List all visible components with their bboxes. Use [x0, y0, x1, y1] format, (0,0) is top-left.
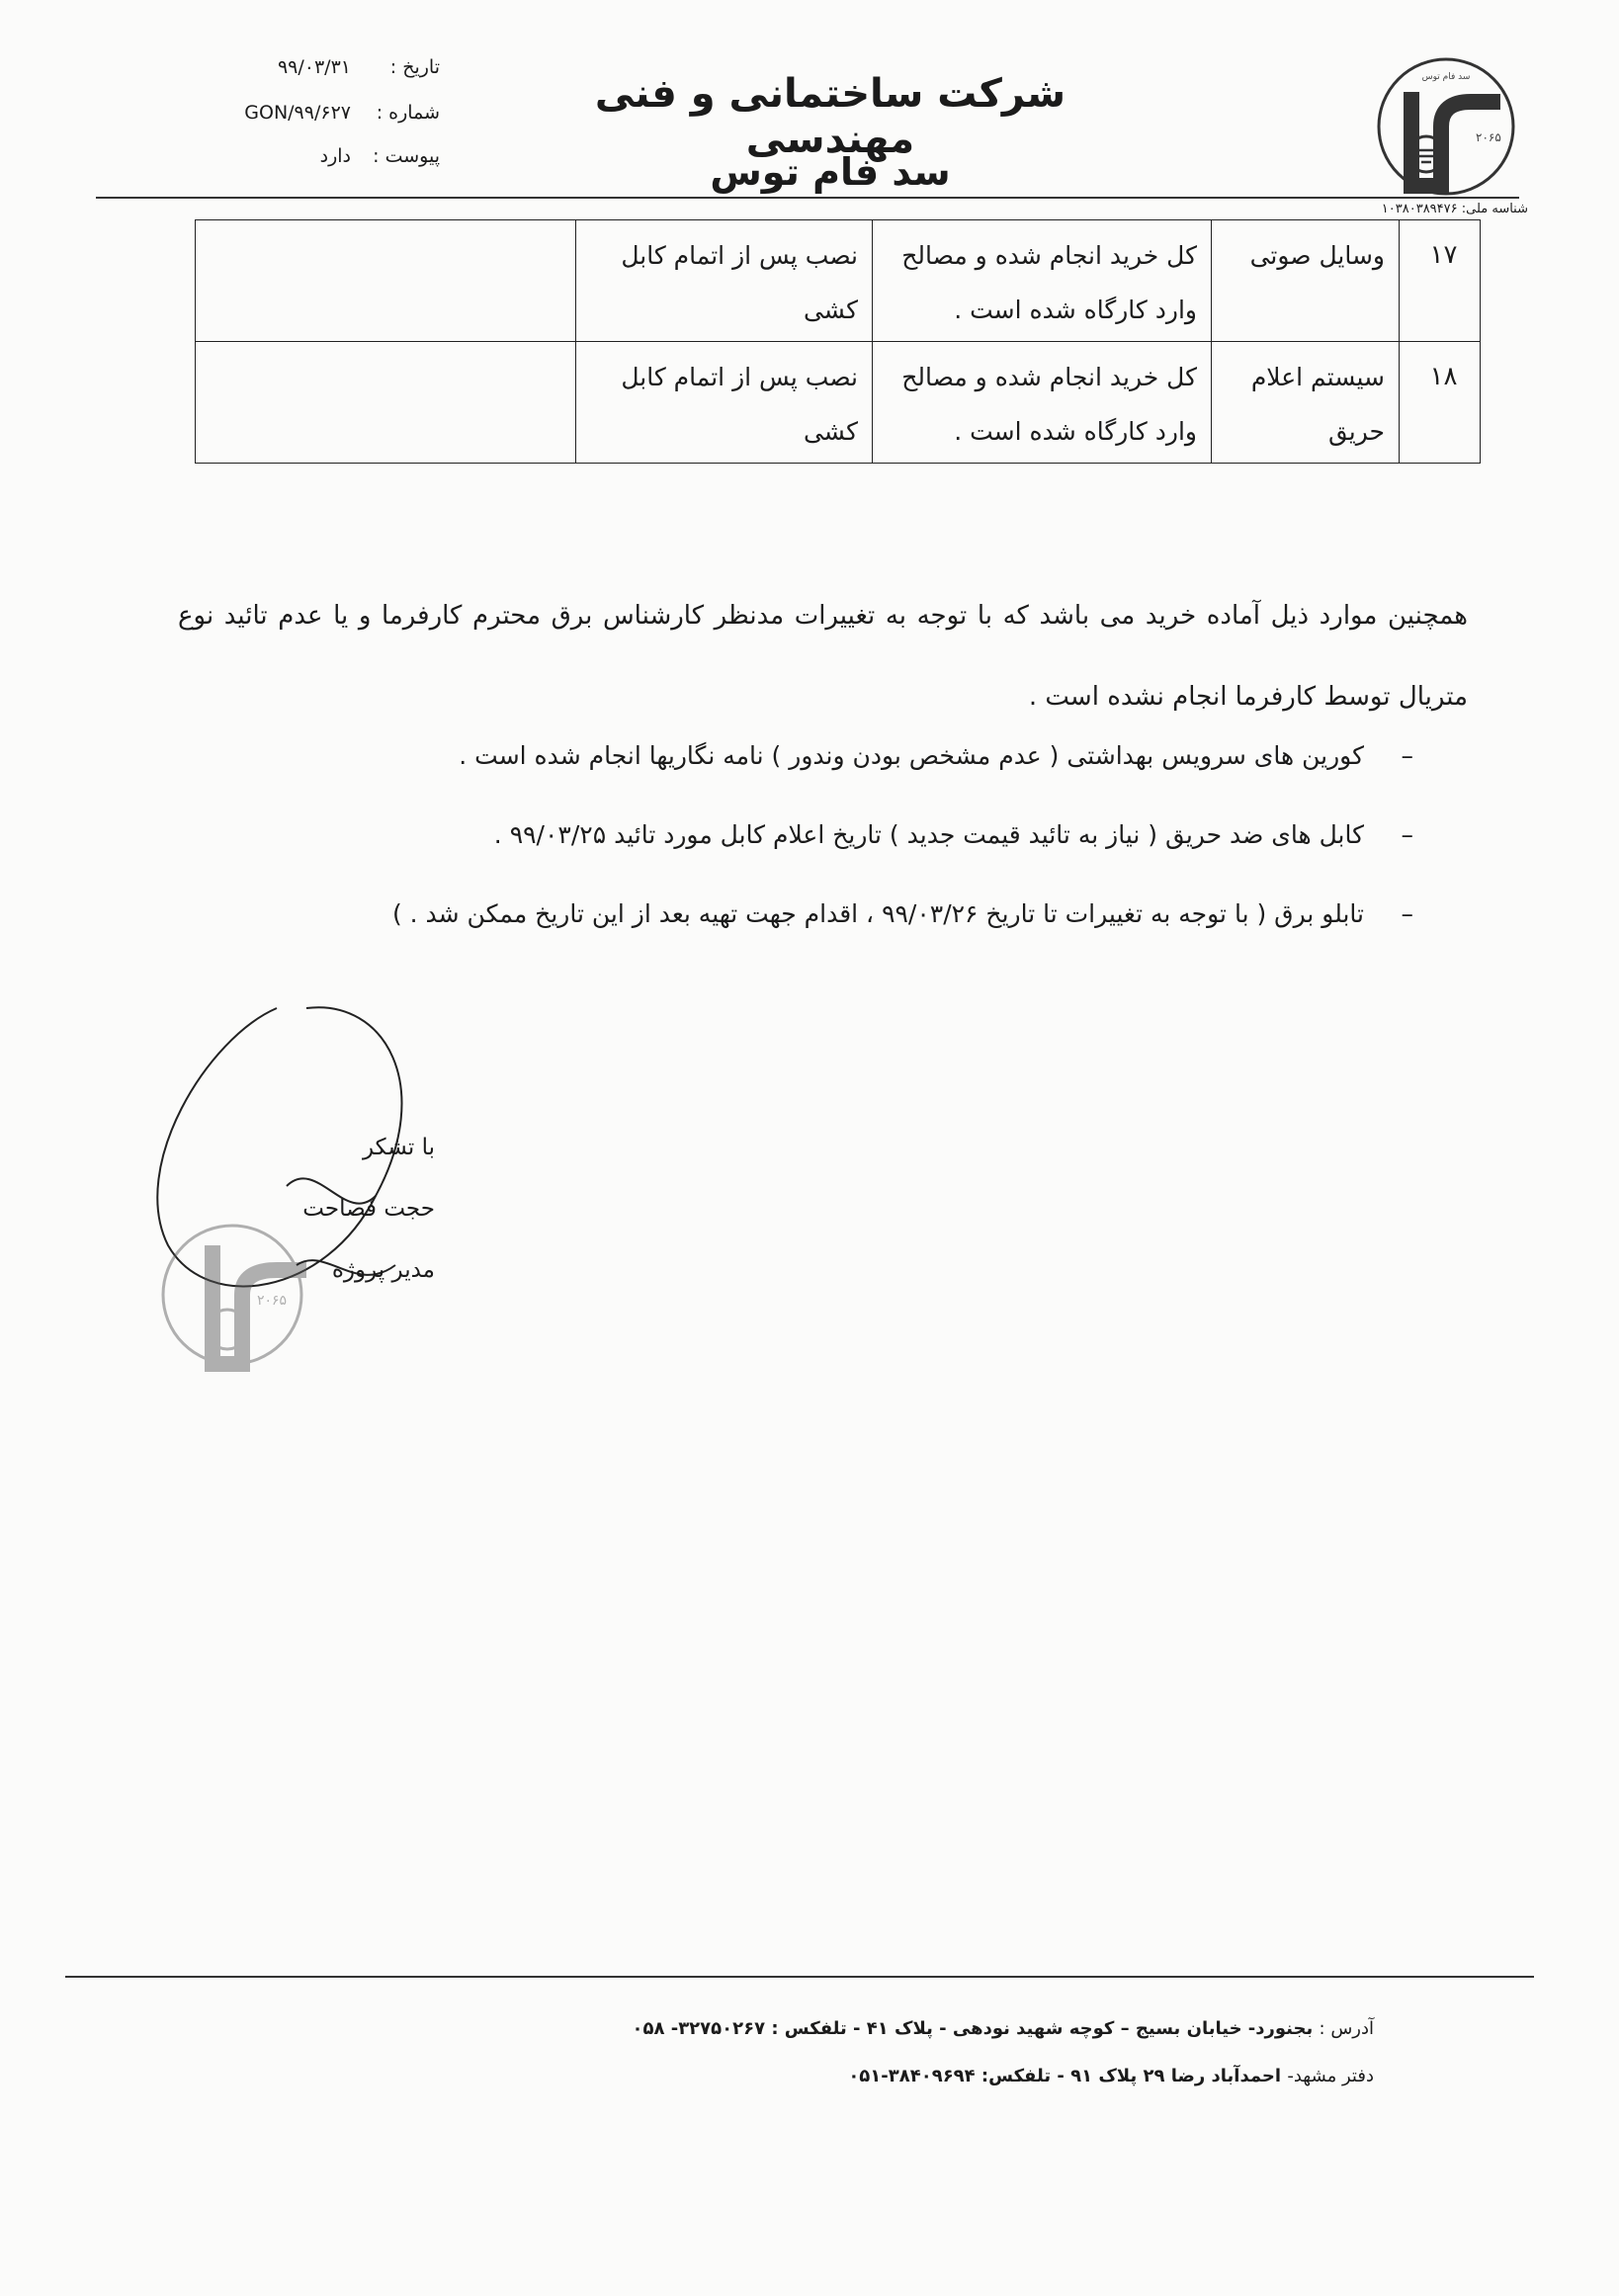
address-label: آدرس :: [1319, 2018, 1374, 2039]
list-item: – تابلو برق ( با توجه به تغییرات تا تاریخ ۹۹/۰۳/۲۶ ، اقدام جهت تهیه بعد از این تاریخ ممکن شد . ): [297, 890, 1413, 969]
office-label: دفتر مشهد-: [1287, 2066, 1374, 2086]
company-subtitle: سد فام توس: [710, 150, 951, 194]
letter-date: [193, 57, 440, 87]
row-item: سیستم اعلام حریق: [1212, 342, 1400, 464]
row-note: نصب پس از اتمام کابل کشی: [576, 342, 873, 464]
number-label: شماره :: [376, 102, 440, 124]
body-paragraph: همچنین موارد ذیل آماده خرید می باشد که با توجه به تغییرات مدنظر کارشناس برق محترم کارفرما و یا عدم تائید نوع متریال توسط کارفرما انجام نشده است .: [178, 601, 1468, 712]
svg-text:سد فام توس: سد فام توس: [1421, 72, 1471, 82]
pending-items-list: [297, 731, 1413, 969]
attachment-label: پیوست :: [373, 145, 440, 167]
row-status: کل خرید انجام شده و مصالح وارد کارگاه شده است .: [873, 220, 1212, 342]
address-text: بجنورد- خیابان بسیج – کوچه شهید نودهی - پلاک ۴۱ - تلفکس : ۳۲۷۵۰۲۶۷- ۰۵۸: [632, 2018, 1314, 2039]
items-table: [195, 219, 1481, 464]
row-extra: [196, 342, 576, 464]
row-number: ۱۸: [1400, 342, 1481, 464]
signature-block: [257, 1117, 435, 1301]
footer-divider: [65, 1976, 1534, 1978]
svg-text:۲۰۶۵: ۲۰۶۵: [1476, 130, 1501, 144]
table-row: [196, 220, 1481, 342]
date-value: ۹۹/۰۳/۳۱: [277, 56, 351, 78]
letter-attachment: [193, 146, 440, 176]
row-number: ۱۷: [1400, 220, 1481, 342]
table-row: [196, 342, 1481, 464]
national-id: شناسه ملی: ۱۰۳۸۰۳۸۹۴۷۶: [1381, 202, 1528, 216]
company-name: شرکت ساختمانی و فنی مهندسی: [594, 71, 1066, 162]
letter-number: [193, 103, 440, 132]
office-text: احمدآباد رضا ۲۹ پلاک ۹۱ - تلفکس: ۳۸۴۰۹۶۹۴-۰۵۱: [848, 2066, 1282, 2086]
number-value: GON/۹۹/۶۲۷: [244, 102, 351, 124]
closing-text: با تشکر: [362, 1135, 435, 1160]
footer-address: [632, 2018, 1374, 2039]
attachment-value: دارد: [319, 145, 351, 167]
signer-title: مدیر پروژه: [331, 1257, 435, 1283]
header-divider: [96, 197, 1519, 199]
footer-office: [672, 2066, 1374, 2086]
row-note: نصب پس از اتمام کابل کشی: [576, 220, 873, 342]
list-item: – کابل های ضد حریق ( نیاز به تائید قیمت جدید ) تاریخ اعلام کابل مورد تائید ۹۹/۰۳/۲۵ .: [297, 810, 1413, 890]
row-extra: [196, 220, 576, 342]
date-label: تاریخ :: [389, 56, 440, 78]
row-item: وسایل صوتی: [1212, 220, 1400, 342]
svg-text:۲۰۶۵: ۲۰۶۵: [257, 1293, 288, 1309]
row-status: کل خرید انجام شده و مصالح وارد کارگاه شده است .: [873, 342, 1212, 464]
company-logo: [1372, 47, 1520, 206]
signer-name: حجت فصاحت: [302, 1196, 435, 1222]
list-item: – کورین های سرویس بهداشتی ( عدم مشخص بودن وندور ) نامه نگاریها انجام شده است .: [297, 731, 1413, 810]
